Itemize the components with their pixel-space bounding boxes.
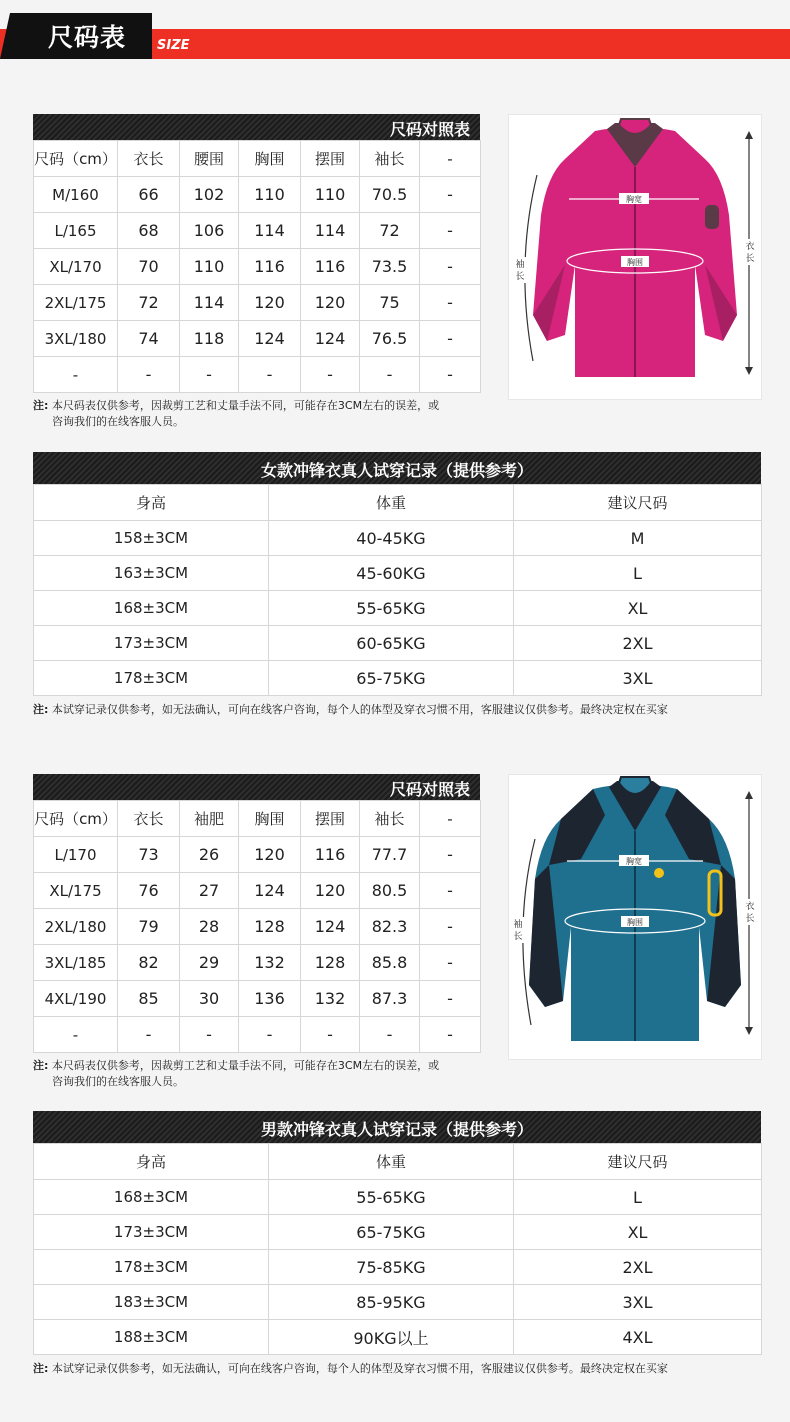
chest-label: 胸宽 — [626, 857, 642, 866]
column-header: 尺码（cm） — [34, 141, 118, 177]
table-cell: 178±3CM — [34, 661, 269, 696]
column-header: 胸围 — [239, 801, 301, 837]
table-cell: 120 — [301, 285, 360, 321]
table-cell: M — [514, 521, 762, 556]
table-row — [34, 213, 481, 249]
length-label: 衣 — [745, 902, 755, 912]
table-cell: - — [420, 909, 481, 945]
table-cell: 65-75KG — [269, 661, 514, 696]
table-cell: 183±3CM — [34, 1285, 269, 1320]
table-cell: 75-85KG — [269, 1250, 514, 1285]
column-header: 袖长 — [360, 801, 420, 837]
table-cell: 120 — [239, 837, 301, 873]
women-size-chart-bar — [33, 114, 480, 140]
note-text-1: 本尺码表仅供参考，因裁剪工艺和丈量手法不同，可能存在3CM左右的误差，或 — [51, 1059, 440, 1072]
table-cell: 132 — [239, 945, 301, 981]
table-cell: L/165 — [34, 213, 118, 249]
table-cell: 188±3CM — [34, 1320, 269, 1355]
table-row — [34, 1250, 762, 1285]
table-row — [34, 626, 762, 661]
table-row — [34, 357, 481, 393]
note-text-2: 咨询我们的在线客服人员。 — [52, 1075, 184, 1088]
table-cell: 4XL — [514, 1320, 762, 1355]
table-cell: 40-45KG — [269, 521, 514, 556]
note-text-1: 本尺码表仅供参考，因裁剪工艺和丈量手法不同，可能存在3CM左右的误差，或 — [51, 399, 440, 412]
table-cell: - — [301, 357, 360, 393]
page-subtitle: SIZE — [157, 38, 190, 53]
table-row — [34, 591, 762, 626]
table-cell: 74 — [118, 321, 180, 357]
table-cell: 102 — [180, 177, 239, 213]
column-header: - — [420, 141, 481, 177]
table-cell: XL/170 — [34, 249, 118, 285]
column-header: 袖肥 — [180, 801, 239, 837]
table-cell: 82.3 — [360, 909, 420, 945]
table-row — [34, 945, 481, 981]
note-text: 本试穿记录仅供参考，如无法确认，可向在线客户咨询，每个人的体型及穿衣习惯不用，客服建议仅供参考。最终决定权在买家 — [51, 703, 668, 716]
table-cell: 168±3CM — [34, 1180, 269, 1215]
table-row — [34, 909, 481, 945]
table-cell: - — [420, 213, 481, 249]
women-fitting-bar — [33, 452, 761, 484]
table-cell: 68 — [118, 213, 180, 249]
table-cell: L — [514, 1180, 762, 1215]
chest-label: 胸宽 — [626, 195, 642, 204]
table-cell: - — [180, 1017, 239, 1053]
table-header-row — [34, 1144, 762, 1180]
table-cell: 168±3CM — [34, 591, 269, 626]
table-row — [34, 837, 481, 873]
table-cell: 116 — [239, 249, 301, 285]
table-cell: 29 — [180, 945, 239, 981]
note-label: 注: — [33, 703, 49, 716]
table-cell: - — [420, 321, 481, 357]
table-cell: - — [420, 357, 481, 393]
note-label: 注: — [33, 1059, 49, 1072]
column-header: 建议尺码 — [514, 485, 762, 521]
table-cell: - — [420, 177, 481, 213]
women-size-note — [33, 398, 503, 430]
sleeve-label: 袖 — [515, 260, 525, 270]
table-cell: 87.3 — [360, 981, 420, 1017]
table-cell: 163±3CM — [34, 556, 269, 591]
table-cell: L — [514, 556, 762, 591]
women-jacket-photo — [508, 114, 762, 400]
table-cell: - — [239, 357, 301, 393]
table-cell: - — [360, 1017, 420, 1053]
table-row — [34, 321, 481, 357]
table-row — [34, 873, 481, 909]
column-header: 体重 — [269, 485, 514, 521]
waist-label: 胸围 — [627, 918, 643, 927]
table-cell: 110 — [239, 177, 301, 213]
men-fitting-title: 男款冲锋衣真人试穿记录（提供参考） — [260, 1120, 533, 1139]
table-cell: - — [118, 1017, 180, 1053]
table-cell: 124 — [301, 909, 360, 945]
column-header: 身高 — [34, 1144, 269, 1180]
note-text: 本试穿记录仅供参考，如无法确认，可向在线客户咨询，每个人的体型及穿衣习惯不用，客服建议仅供参考。最终决定权在买家 — [51, 1362, 668, 1375]
table-cell: - — [420, 1017, 481, 1053]
table-cell: 118 — [180, 321, 239, 357]
table-cell: - — [34, 357, 118, 393]
table-cell: M/160 — [34, 177, 118, 213]
note-text-2: 咨询我们的在线客服人员。 — [52, 415, 184, 428]
table-cell: 2XL — [514, 1250, 762, 1285]
table-cell: 124 — [239, 321, 301, 357]
column-header: 建议尺码 — [514, 1144, 762, 1180]
table-cell: - — [180, 357, 239, 393]
sleeve-label: 袖 — [513, 920, 523, 930]
column-header: 衣长 — [118, 801, 180, 837]
table-cell: L/170 — [34, 837, 118, 873]
svg-text:长: 长 — [745, 914, 755, 924]
svg-text:长: 长 — [745, 254, 755, 264]
table-cell: - — [420, 285, 481, 321]
table-cell: 3XL/185 — [34, 945, 118, 981]
table-cell: - — [420, 837, 481, 873]
column-header: 摆围 — [301, 141, 360, 177]
table-cell: 65-75KG — [269, 1215, 514, 1250]
table-cell: 79 — [118, 909, 180, 945]
table-cell: 70.5 — [360, 177, 420, 213]
column-header: 腰围 — [180, 141, 239, 177]
waist-label: 胸围 — [627, 258, 643, 267]
table-cell: 173±3CM — [34, 626, 269, 661]
men-size-note — [33, 1058, 503, 1090]
table-cell: XL — [514, 1215, 762, 1250]
table-cell: 114 — [180, 285, 239, 321]
table-cell: 116 — [301, 837, 360, 873]
table-cell: 124 — [301, 321, 360, 357]
svg-text:长: 长 — [513, 932, 523, 942]
table-row — [34, 556, 762, 591]
table-cell: 28 — [180, 909, 239, 945]
women-fitting-note — [33, 702, 773, 718]
table-cell: 27 — [180, 873, 239, 909]
women-fitting-title: 女款冲锋衣真人试穿记录（提供参考） — [260, 461, 533, 480]
women-fitting-table — [33, 484, 762, 696]
table-cell: 55-65KG — [269, 591, 514, 626]
table-row — [34, 521, 762, 556]
table-cell: - — [301, 1017, 360, 1053]
table-row — [34, 1285, 762, 1320]
svg-text:长: 长 — [515, 272, 525, 282]
men-size-chart-title: 尺码对照表 — [389, 780, 470, 799]
table-cell: - — [420, 873, 481, 909]
men-fitting-note — [33, 1361, 773, 1377]
column-header: 袖长 — [360, 141, 420, 177]
table-row — [34, 1180, 762, 1215]
table-cell: 82 — [118, 945, 180, 981]
table-cell: 60-65KG — [269, 626, 514, 661]
table-cell: 136 — [239, 981, 301, 1017]
table-cell: 2XL/175 — [34, 285, 118, 321]
table-cell: 30 — [180, 981, 239, 1017]
table-cell: 124 — [239, 873, 301, 909]
table-cell: 73.5 — [360, 249, 420, 285]
men-size-chart-bar — [33, 774, 480, 800]
table-row — [34, 981, 481, 1017]
column-header: - — [420, 801, 481, 837]
table-cell: 128 — [239, 909, 301, 945]
column-header: 摆围 — [301, 801, 360, 837]
table-cell: 178±3CM — [34, 1250, 269, 1285]
table-cell: 85.8 — [360, 945, 420, 981]
table-cell: 110 — [180, 249, 239, 285]
table-cell: 70 — [118, 249, 180, 285]
page-title: 尺码表 — [48, 23, 127, 52]
table-cell: 173±3CM — [34, 1215, 269, 1250]
table-cell: 3XL — [514, 1285, 762, 1320]
women-size-chart-title: 尺码对照表 — [389, 120, 470, 139]
column-header: 尺码（cm） — [34, 801, 118, 837]
table-cell: 132 — [301, 981, 360, 1017]
column-header: 胸围 — [239, 141, 301, 177]
table-cell: 73 — [118, 837, 180, 873]
table-cell: XL — [514, 591, 762, 626]
table-cell: 3XL/180 — [34, 321, 118, 357]
table-row — [34, 1017, 481, 1053]
table-cell: 75 — [360, 285, 420, 321]
table-cell: 4XL/190 — [34, 981, 118, 1017]
table-cell: XL/175 — [34, 873, 118, 909]
table-cell: 106 — [180, 213, 239, 249]
column-header: 体重 — [269, 1144, 514, 1180]
table-row — [34, 661, 762, 696]
length-label: 衣 — [745, 242, 755, 252]
table-cell: 72 — [118, 285, 180, 321]
table-cell: 45-60KG — [269, 556, 514, 591]
men-fitting-table — [33, 1143, 762, 1355]
table-cell: - — [420, 981, 481, 1017]
table-cell: 2XL — [514, 626, 762, 661]
table-row — [34, 177, 481, 213]
table-cell: - — [420, 945, 481, 981]
table-cell: 158±3CM — [34, 521, 269, 556]
table-header-row — [34, 141, 481, 177]
table-row — [34, 1215, 762, 1250]
table-cell: 85-95KG — [269, 1285, 514, 1320]
table-cell: 76.5 — [360, 321, 420, 357]
table-header-row — [34, 801, 481, 837]
column-header: 身高 — [34, 485, 269, 521]
table-cell: - — [239, 1017, 301, 1053]
table-cell: 76 — [118, 873, 180, 909]
men-fitting-bar — [33, 1111, 761, 1143]
table-cell: - — [34, 1017, 118, 1053]
men-jacket-photo — [508, 774, 762, 1060]
table-row — [34, 249, 481, 285]
table-cell: 80.5 — [360, 873, 420, 909]
table-row — [34, 285, 481, 321]
table-cell: - — [420, 249, 481, 285]
table-cell: 128 — [301, 945, 360, 981]
table-cell: 90KG以上 — [269, 1320, 514, 1355]
men-size-table — [33, 800, 481, 1053]
table-cell: 2XL/180 — [34, 909, 118, 945]
table-cell: 114 — [301, 213, 360, 249]
table-cell: 55-65KG — [269, 1180, 514, 1215]
note-label: 注: — [33, 1362, 49, 1375]
table-header-row — [34, 485, 762, 521]
table-cell: 3XL — [514, 661, 762, 696]
table-cell: 77.7 — [360, 837, 420, 873]
table-cell: 120 — [301, 873, 360, 909]
table-cell: 116 — [301, 249, 360, 285]
table-cell: 85 — [118, 981, 180, 1017]
table-row — [34, 1320, 762, 1355]
note-label: 注: — [33, 399, 49, 412]
women-size-table — [33, 140, 481, 393]
table-cell: 66 — [118, 177, 180, 213]
table-cell: 120 — [239, 285, 301, 321]
table-cell: 26 — [180, 837, 239, 873]
table-cell: 72 — [360, 213, 420, 249]
table-cell: 110 — [301, 177, 360, 213]
table-cell: - — [118, 357, 180, 393]
table-cell: 114 — [239, 213, 301, 249]
column-header: 衣长 — [118, 141, 180, 177]
table-cell: - — [360, 357, 420, 393]
